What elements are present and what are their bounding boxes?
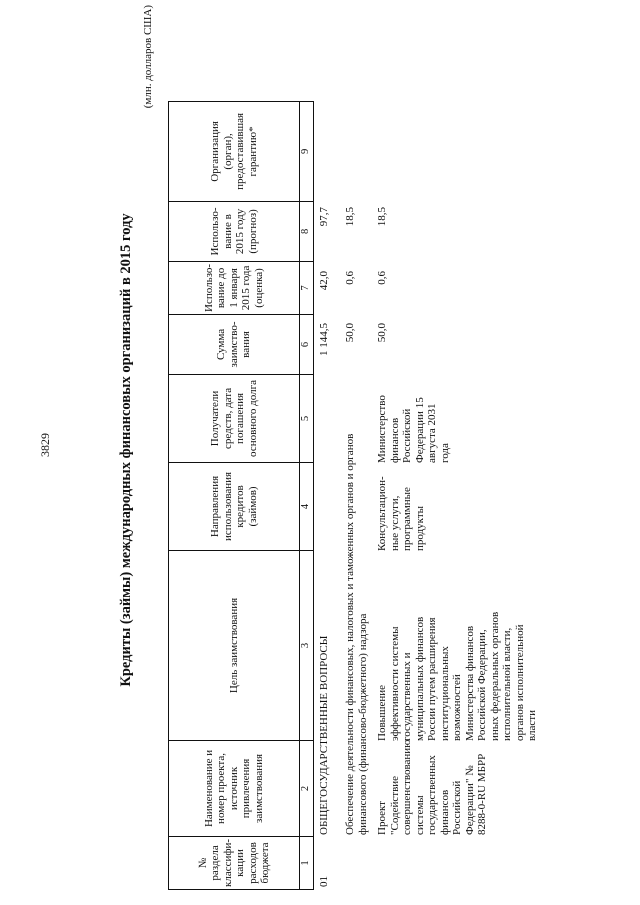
col-header-3: Цель заимствования (169, 550, 300, 740)
project-directions: Консультацион-ные услуги, программные продукты (376, 476, 426, 551)
section-used-before: 42,0 (318, 271, 330, 291)
col-header-2: Наименование и номер проекта, источник привлечения заимствования (169, 740, 300, 836)
header-table (168, 101, 314, 890)
col-num-3: 3 (300, 550, 314, 740)
col-header-4: Направления использования кредитов (займов) (169, 462, 300, 550)
subsection-used-before: 0,6 (344, 271, 356, 285)
col-header-1: № раздела классифи-кации расходов бюджета (169, 836, 300, 889)
section-sum: 1 144,5 (318, 323, 330, 356)
subsection-name: Обеспечение деятельности финансовых, налоговых и таможенных органов и органов финансового (финансово-бюджетного) надзора (344, 433, 369, 835)
project-name: Проект "Содействие совершенствованию системы государственных финансов Российской Федерации" № 8288-0-RU МБРР (376, 739, 488, 835)
col-num-5: 5 (300, 374, 314, 462)
units-note: (млн. долларов США) (142, 5, 154, 109)
column-number-row (300, 101, 314, 889)
project-goal: Повышение эффективности системы государственных и муниципальных финансов России путем расширения институциональных возможностей Министерства финансов Российской Федерации, иных федеральных органов исполнительной власти, органов исполнительной власти (376, 611, 538, 741)
col-num-1: 1 (300, 836, 314, 889)
project-recipients: Министерство финансов Российской Федерации 15 августа 2031 года (376, 395, 451, 463)
section-name: ОБЩЕГОСУДАРСТВЕННЫЕ ВОПРОСЫ (318, 635, 330, 835)
header-row (169, 101, 300, 889)
project-sum: 50,0 (376, 323, 388, 343)
col-header-6: Сумма заимство-вания (169, 314, 300, 374)
col-num-4: 4 (300, 462, 314, 550)
col-num-9: 9 (300, 101, 314, 201)
col-num-7: 7 (300, 261, 314, 314)
table-title: Кредиты (займы) международных финансовых организаций в 2015 году (118, 213, 134, 687)
col-header-9: Организация (орган), предоставившая гарантию* (169, 101, 300, 201)
col-header-7: Использо-вание до 1 января 2015 года (оценка) (169, 261, 300, 314)
subsection-used-2015: 18,5 (344, 207, 356, 227)
col-header-5: Получатели средств, дата погашения основного долга (169, 374, 300, 462)
subsection-sum: 50,0 (344, 323, 356, 343)
project-used-before: 0,6 (376, 271, 388, 285)
col-num-6: 6 (300, 314, 314, 374)
col-num-8: 8 (300, 201, 314, 261)
col-header-8: Использо-вание в 2015 году (прогноз) (169, 201, 300, 261)
col-num-2: 2 (300, 740, 314, 836)
page-number: 3829 (38, 433, 52, 457)
project-used-2015: 18,5 (376, 207, 388, 227)
section-used-2015: 97,7 (318, 207, 330, 227)
section-code: 01 (318, 876, 330, 887)
